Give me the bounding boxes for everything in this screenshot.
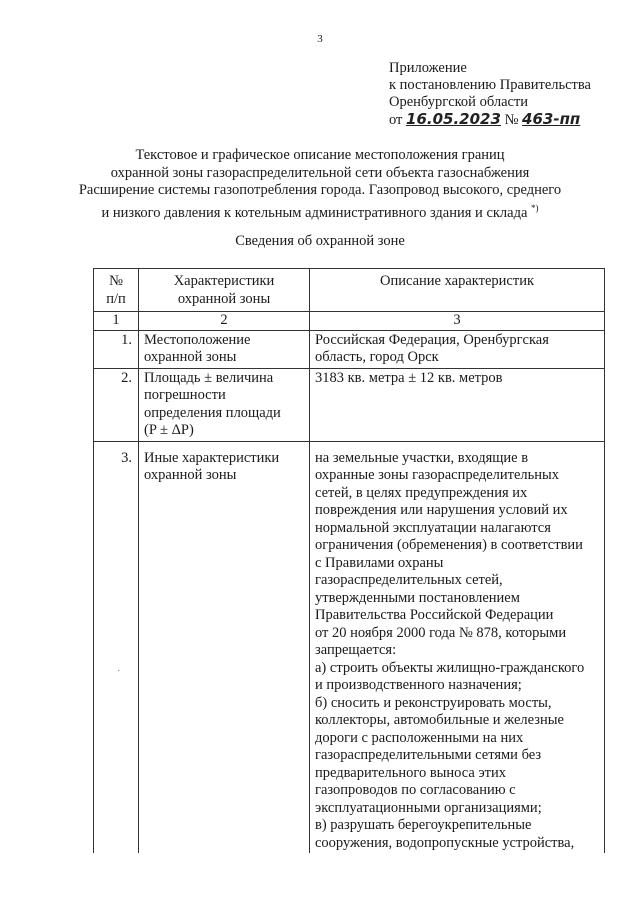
column-number: 2 [139, 312, 310, 331]
description-line: с Правилами охраны [315, 554, 444, 571]
description-line: охранные зоны газораспределительных [315, 467, 560, 483]
description-line: повреждения или нарушения условий их [315, 502, 568, 518]
document-heading [70, 147, 570, 222]
handwritten-number: 463-пп [522, 110, 581, 128]
row-characteristic: Местоположение охранной зоны [139, 330, 310, 368]
heading-line: и низкого давления к котельным административного здания и склада [101, 204, 528, 221]
page-number: 3 [317, 33, 323, 45]
margin-mark: · [117, 666, 121, 677]
description-line: и производственного назначения; [315, 677, 522, 693]
row-characteristic: Площадь ± величина погрешности определения площади (P ± ΔP) [139, 368, 310, 441]
description-line: б) сносить и реконструировать мосты, [315, 694, 552, 711]
protection-zone-table [93, 268, 605, 853]
description-line: сооружения, водопропускные устройства, [315, 834, 575, 851]
row-description: 3183 кв. метра ± 12 кв. метров [310, 368, 605, 441]
description-line: запрещается: [315, 642, 397, 658]
row-description [310, 441, 605, 853]
description-line: дороги с расположенными на них [315, 729, 524, 746]
row-number: 2. [94, 368, 139, 441]
description-line: предварительного выноса этих [315, 764, 507, 781]
handwritten-date: 16.05.2023 [406, 110, 501, 128]
description-line: Правительства Российской Федерации [315, 607, 554, 623]
date-prefix: от [389, 112, 403, 128]
description-line: на земельные участки, входящие в [315, 449, 529, 466]
description-line: эксплуатационными организациями; [315, 799, 542, 816]
section-title: Сведения об охранной зоне [235, 233, 405, 249]
description-line: сетей, в целях предупреждения их [315, 484, 528, 501]
header-cell-description: Описание характеристик [310, 269, 605, 312]
row-number: 1. [94, 330, 139, 368]
appendix-title: Приложение [389, 60, 467, 76]
description-line: от 20 ноября 2000 года № 878, которыми [315, 624, 567, 641]
table-row [94, 441, 605, 853]
heading-line: Расширение системы газопотребления города. Газопровод высокого, среднего [78, 182, 562, 198]
column-number: 1 [94, 312, 139, 331]
table-row [94, 330, 605, 368]
header-cell-number: № п/п [94, 269, 139, 312]
description-line: газораспределительных сетей, [315, 572, 503, 588]
appendix-line: Оренбургской области [389, 94, 529, 110]
appendix-block [389, 60, 591, 129]
heading-line: Текстовое и графическое описание местоположения границ [135, 147, 505, 163]
description-line: утвержденными постановлением [315, 589, 520, 606]
description-line: нормальной эксплуатации налагаются [315, 519, 551, 536]
column-number: 3 [310, 312, 605, 331]
footnote-mark: *) [531, 202, 539, 213]
table-column-numbers-row [94, 312, 605, 331]
row-description: Российская Федерация, Оренбургская область, город Орск [310, 330, 605, 368]
row-characteristic: Иные характеристики охранной зоны [139, 441, 310, 853]
header-cell-characteristics: Характеристики охранной зоны [139, 269, 310, 312]
heading-line: охранной зоны газораспределительной сети объекта газоснабжения [110, 164, 530, 181]
appendix-date-line [389, 111, 591, 129]
appendix-line: к постановлению Правительства [389, 77, 591, 93]
table-row [94, 368, 605, 441]
description-line: газопроводов по согласованию с [315, 782, 516, 798]
description-line: в) разрушать берегоукрепительные [315, 817, 532, 833]
description-line: коллекторы, автомобильные и железные [315, 712, 564, 728]
row-number: 3. [94, 441, 139, 853]
number-sign: № [504, 112, 519, 128]
description-line: ограничения (обременения) в соответствии [315, 537, 583, 553]
description-line: газораспределительными сетями без [315, 747, 542, 763]
table-header-row [94, 269, 605, 312]
description-line: а) строить объекты жилищно-гражданского [315, 659, 585, 676]
heading-line-last [70, 200, 570, 222]
